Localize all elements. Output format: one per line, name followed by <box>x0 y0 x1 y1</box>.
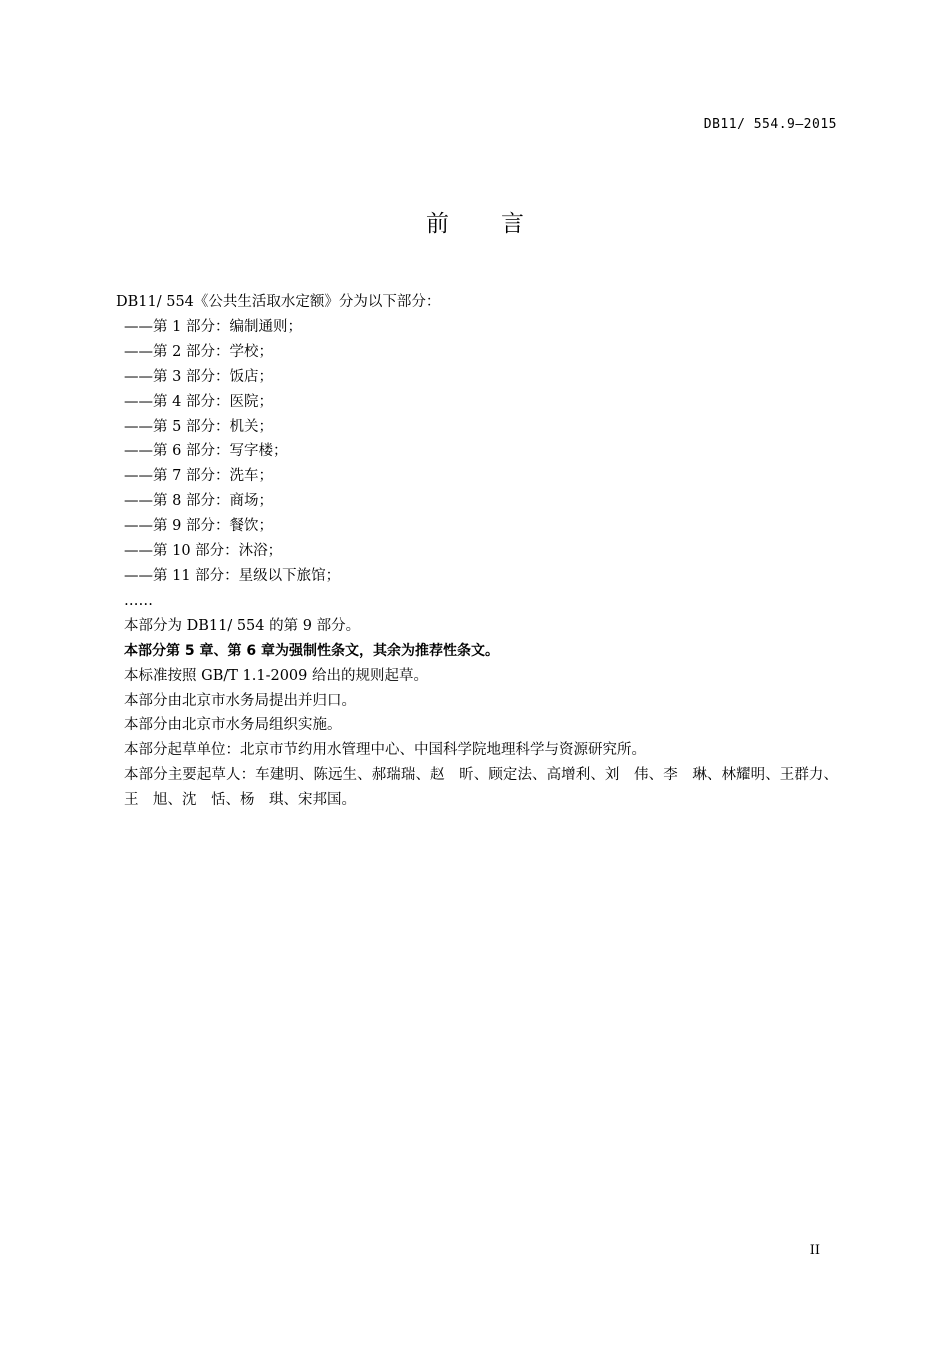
drafting-rules-statement: 本标准按照 GB/T 1.1-2009 给出的规则起草。 <box>124 667 428 684</box>
drafting-units-statement: 本部分起草单位：北京市节约用水管理中心、中国科学院地理科学与资源研究所。 <box>124 742 646 759</box>
mandatory-statement: 本部分第 5 章、第 6 章为强制性条文，其余为推荐性条文。 <box>124 642 499 659</box>
list-item: ——第 7 部分：洗车； <box>124 468 273 485</box>
list-item: ——第 5 部分：机关； <box>124 418 273 435</box>
list-item: ——第 2 部分：学校； <box>124 343 273 360</box>
document-body <box>116 290 838 813</box>
proposed-by-statement: 本部分由北京市水务局提出并归口。 <box>124 692 356 709</box>
page-number: II <box>809 1243 820 1258</box>
list-item: ——第 9 部分：餐饮； <box>124 518 273 535</box>
list-item: ——第 6 部分：写字楼； <box>124 443 288 460</box>
page-title: 前言 <box>426 211 576 237</box>
ellipsis: …… <box>124 592 153 609</box>
part-of-statement: 本部分为 DB11/ 554 的第 9 部分。 <box>124 617 361 634</box>
implemented-by-statement: 本部分由北京市水务局组织实施。 <box>124 717 342 734</box>
list-item: ——第 10 部分：沐浴； <box>124 543 283 560</box>
list-item: ——第 3 部分：饭店； <box>124 368 273 385</box>
list-item: ——第 11 部分：星级以下旅馆； <box>124 567 341 584</box>
list-item: ——第 8 部分：商场； <box>124 493 273 510</box>
list-item: ——第 4 部分：医院； <box>124 393 273 410</box>
list-item: ——第 1 部分：编制通则； <box>124 318 302 335</box>
standard-number: DB11/ 554.9—2015 <box>703 117 837 132</box>
drafters-statement: 本部分主要起草人：车建明、陈远生、郝瑞瑞、赵 昕、顾定法、高增利、刘 伟、李 琳、林耀明、王群力、王 旭、沈 恬、杨 琪、宋邦国。 <box>124 767 838 809</box>
intro-line: DB11/ 554《公共生活取水定额》分为以下部分： <box>116 294 441 310</box>
